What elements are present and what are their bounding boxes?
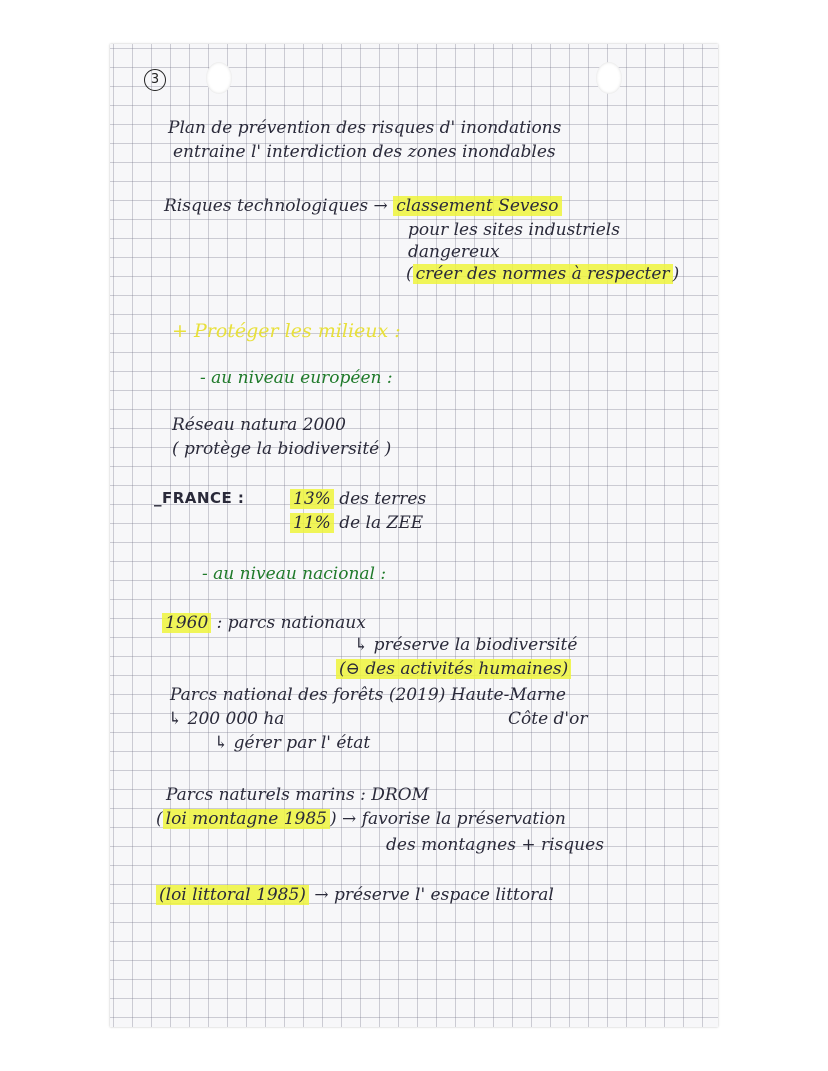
seveso-line-3: dangereux [408,242,500,262]
preserve-biodiv-line: ↳ préserve la biodiversité [354,635,578,655]
natura-line-1: Réseau natura 2000 [172,415,346,435]
montagnes-line: des montagnes + risques [386,835,604,855]
gerer-line: ↳ gérer par l' état [214,733,371,753]
year-1960: 1960 [162,613,211,633]
activites-highlight: (⊖ des activités humaines) [336,659,571,679]
loi-littoral-highlight: (loi littoral 1985) [156,885,309,905]
loi-littoral-line: (loi littoral 1985) → préserve l' espace littoral [156,887,554,904]
natura-line-2: ( protège la biodiversité ) [172,439,392,459]
parcs-marins-line: Parcs naturels marins : DROM [166,785,430,805]
seveso-line-2: pour les sites industriels [408,220,620,240]
risques-tech-line [164,198,562,215]
france-label: _FRANCE : [154,489,245,507]
normes-highlight: créer des normes à respecter [413,264,673,284]
notebook-page [110,44,718,1027]
arrow-icon: → [373,196,388,216]
activites-line [336,661,571,678]
forets-line: Parcs national des forêts (2019) Haute-Marne [170,685,566,705]
seveso-highlight: classement Seveso [393,196,561,216]
parcs-nationaux-line: 1960 : parcs nationaux [162,615,366,632]
seveso-line-4: ( créer des normes à respecter ) [406,264,680,284]
france-line-1: 13% des terres [290,491,426,508]
area-line: ↳ 200 000 ha [168,709,285,729]
risques-tech-label: Risques technologiques [164,196,369,216]
european-heading: - au niveau européen : [200,368,393,388]
page-number: 3 [144,69,166,91]
loi-montagne-line: ( loi montagne 1985 ) → favorise la préservation [156,809,566,829]
france-line-2: 11% de la ZEE [290,515,423,532]
national-heading: - au niveau nacional : [202,564,387,584]
loi-montagne-text: ( loi montagne 1985 ) [156,809,337,829]
section-title: + Protéger les milieux : [172,320,401,342]
pct-zee: 11% [290,513,334,533]
prevention-line-2: entraine l' interdiction des zones inondables [173,142,556,162]
pct-terres: 13% [290,489,334,509]
punch-hole-left [206,62,232,94]
cote-dor-line: Côte d'or [508,709,588,729]
punch-hole-right [596,62,622,94]
prevention-line-1: Plan de prévention des risques d' inondations [168,118,562,138]
